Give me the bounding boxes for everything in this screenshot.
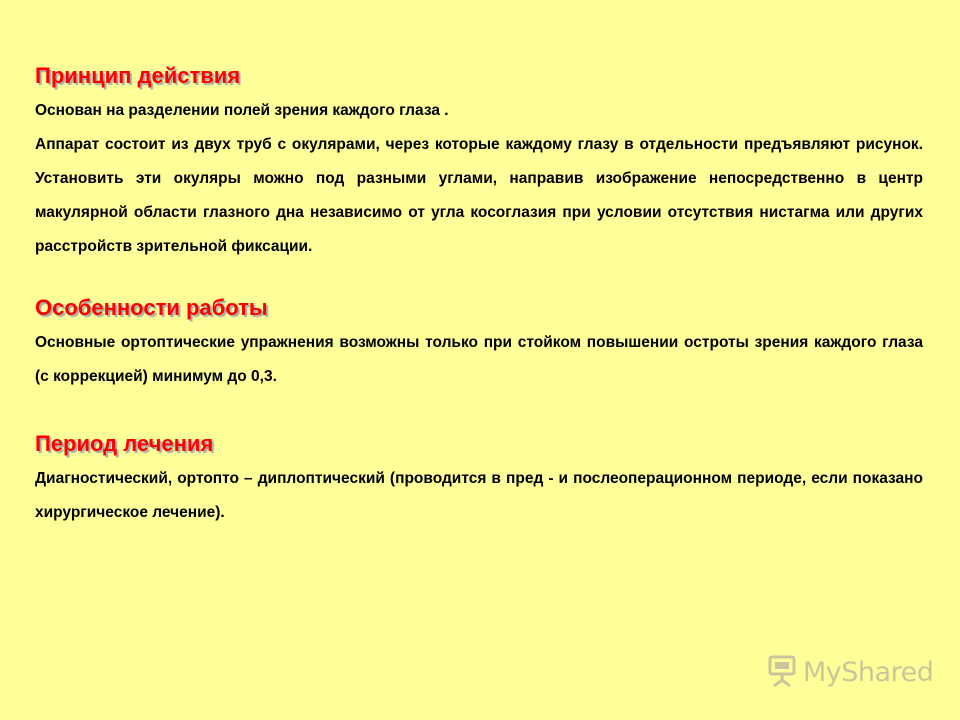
section-title-principle: Принцип действия (35, 63, 241, 88)
slide-content (35, 62, 923, 530)
paragraph-principle-basis: Основан на разделении полей зрения каждого глаза . (35, 102, 449, 119)
watermark-text: MyShared (803, 656, 934, 688)
paragraph-apparatus-description: Аппарат состоит из двух труб с окулярами, через которые каждому глазу в отдельности предъявляют рисунок. Установить эти окуляры можно под разными углами, направив изображение непосредственно в центр макулярной области глазного дна независимо от угла косоглазия при условии отсутствия нистагма или других расстройств зрительной фиксации. (35, 136, 923, 255)
watermark-logo (767, 653, 933, 691)
section-title-treatment-period: Период лечения (35, 431, 214, 456)
paragraph-treatment-period: Диагностический, ортопто – диплоптический (проводится в пред - и послеоперационном периоде, если показано хирургическое лечение). (35, 470, 923, 521)
section-title-features: Особенности работы (35, 295, 268, 320)
projector-screen-icon (767, 653, 797, 692)
paragraph-features: Основные ортоптические упражнения возможны только при стойком повышении остроты зрения каждого глаза (с коррекцией) минимум до 0,3. (35, 334, 923, 385)
